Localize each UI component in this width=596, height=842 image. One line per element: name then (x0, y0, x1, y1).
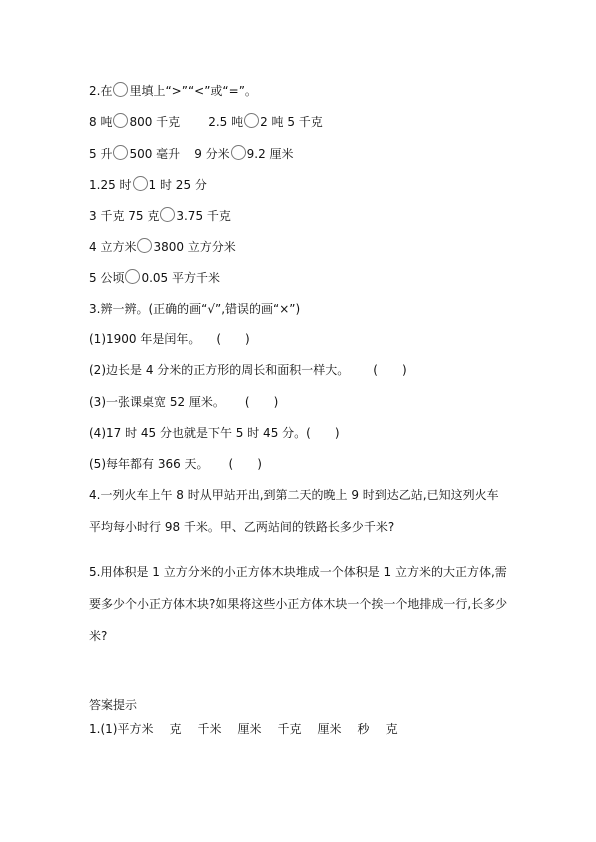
q2-row-4: 3 千克 75 克 3.75 千克 (89, 209, 231, 223)
q3-item-5: (5)每年都有 366 天。 ( ) (89, 457, 262, 471)
q2-row-6: 5 公顷 0.05 平方千米 (89, 271, 220, 285)
answer-bracket[interactable]: ( ) (373, 363, 407, 377)
answer-item: 厘米 (237, 722, 262, 736)
answers-line: 1.(1)平方米 克 千米 厘米 千克 厘米 秒 克 (89, 722, 398, 736)
answer-item: 克 (169, 722, 182, 736)
answer-bracket[interactable]: ( ) (228, 457, 262, 471)
q3-title: 3.辨一辨。(正确的画“√”,错误的画“×”) (89, 302, 301, 316)
compare-circle[interactable] (113, 113, 128, 128)
q2-row-2: 5 升 500 毫升 9 分米 9.2 厘米 (89, 147, 294, 161)
compare-circle[interactable] (231, 145, 246, 160)
compare-circle[interactable] (137, 238, 152, 253)
q2-row-3: 1.25 时 1 时 25 分 (89, 178, 207, 192)
q2-title: 2.在 里填上“>”“<”或“=”。 (89, 84, 257, 98)
answers-heading: 答案提示 (89, 698, 138, 712)
q5-text: 5.用体积是 1 立方分米的小正方体木块堆成一个体积是 1 立方米的大正方体,需要多少个小正方体木块?如果将这些小正方体木块一个挨一个地排成一行,长多少米? (89, 565, 508, 643)
answer-bracket[interactable]: ( ) (244, 395, 279, 409)
answer-item: 秒 (357, 722, 370, 736)
compare-circle[interactable] (125, 269, 140, 284)
answer-item: 克 (385, 722, 398, 736)
answer-item: 千克 (277, 722, 302, 736)
compare-circle[interactable] (113, 82, 128, 97)
answer-item: 平方米 (117, 722, 154, 736)
answer-item: 厘米 (317, 722, 342, 736)
answer-bracket[interactable]: ( ) (216, 332, 250, 346)
compare-circle[interactable] (244, 113, 259, 128)
q2-row-1: 8 吨 800 千克 2.5 吨 2 吨 5 千克 (89, 115, 323, 129)
q2-row-5: 4 立方米 3800 立方分米 (89, 240, 236, 254)
q3-item-3: (3)一张课桌宽 52 厘米。 ( ) (89, 395, 279, 409)
compare-circle[interactable] (133, 176, 148, 191)
compare-circle[interactable] (160, 207, 175, 222)
q3-item-1: (1)1900 年是闰年。 ( ) (89, 332, 250, 346)
q4-text: 4.一列火车上午 8 时从甲站开出,到第二天的晚上 9 时到达乙站,已知这列火车平均每小时行 98 千米。甲、乙两站间的铁路长多少千米? (89, 488, 499, 534)
compare-circle[interactable] (113, 145, 128, 160)
q3-item-4: (4)17 时 45 分也就是下午 5 时 45 分。( ) (89, 426, 340, 440)
answer-bracket[interactable]: ( ) (306, 426, 340, 440)
q3-item-2: (2)边长是 4 分米的正方形的周长和面积一样大。 ( ) (89, 363, 407, 377)
answer-item: 千米 (197, 722, 222, 736)
